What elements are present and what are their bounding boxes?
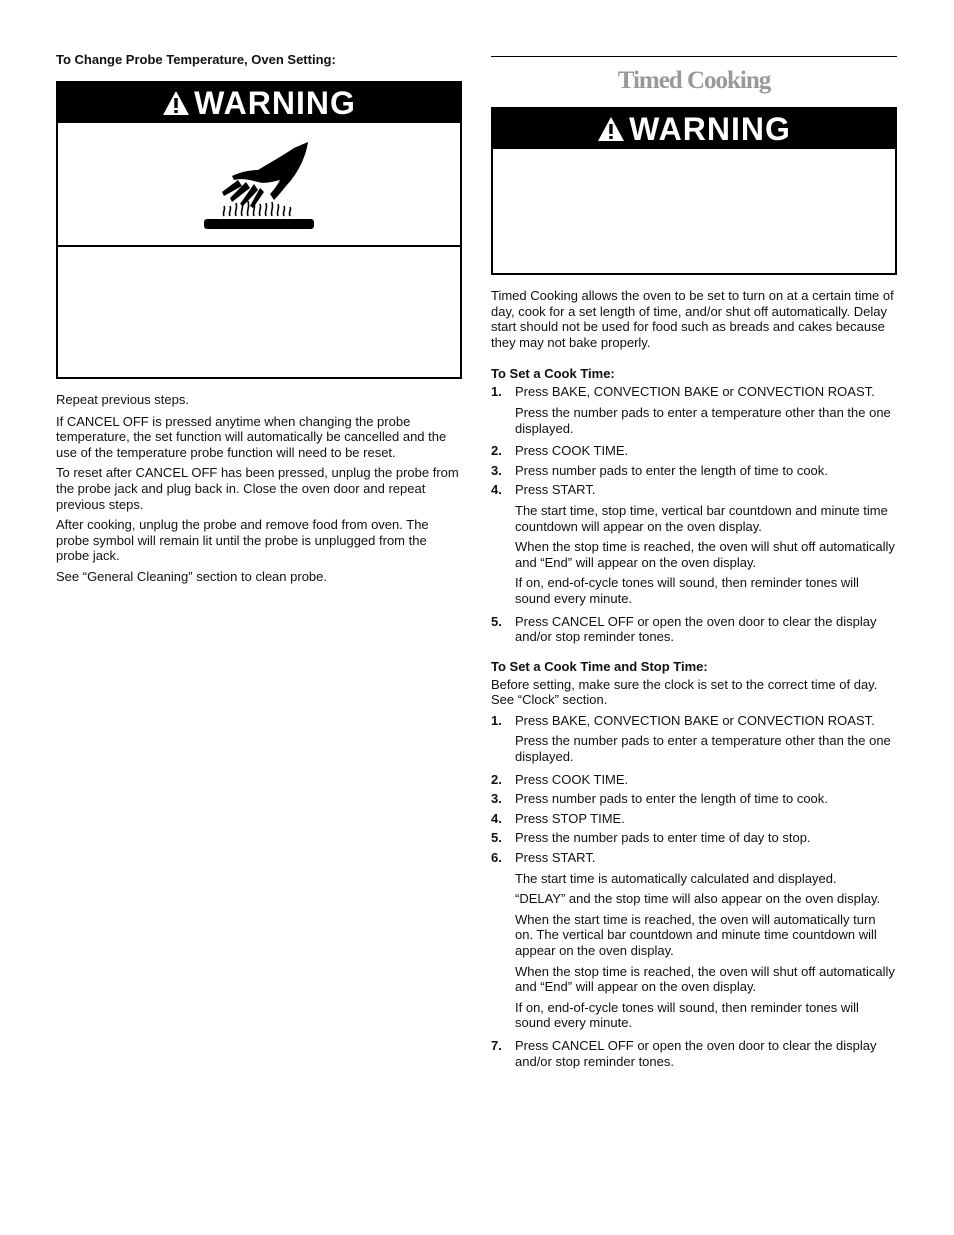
step-number: 3. <box>491 791 502 807</box>
cook-time-steps <box>491 384 897 644</box>
step-text: Press COOK TIME. <box>515 771 629 787</box>
step-detail <box>491 733 897 764</box>
warning-header <box>58 83 460 123</box>
warning-label: WARNING <box>629 110 791 147</box>
stop-time-heading: To Set a Cook Time and Stop Time: <box>491 658 708 674</box>
note-paragraph: See “General Cleaning” section to clean probe. <box>56 568 327 584</box>
step-item <box>491 713 897 729</box>
left-column <box>56 52 462 585</box>
timed-intro: Timed Cooking allows the oven to be set to turn on at a certain time of day, cook for a set length of time, and/or shut off automatically. Delay start should not be used for food such as breads and cakes because they may not bake properly. <box>491 288 894 350</box>
step-number: 4. <box>491 810 502 826</box>
step-detail <box>491 405 897 436</box>
step-text: Press the number pads to enter time of day to stop. <box>515 830 811 846</box>
step-detail <box>491 912 897 959</box>
step-detail-text: Press the number pads to enter a temperature other than the one displayed. <box>515 404 891 436</box>
step-number: 3. <box>491 462 502 478</box>
right-column <box>491 56 897 1073</box>
step-detail <box>491 575 897 606</box>
step-item <box>491 791 897 807</box>
warning-header <box>493 109 895 149</box>
step-detail <box>491 891 897 907</box>
step-text: Press CANCEL OFF or open the oven door to clear the display and/or stop reminder tones. <box>515 1037 877 1069</box>
step-item <box>491 463 897 479</box>
step-item <box>491 850 897 866</box>
step-detail-text: The start time, stop time, vertical bar countdown and minute time countdown will appear on the oven display. <box>515 502 888 534</box>
step-detail <box>491 539 897 570</box>
step-text: Press START. <box>515 850 596 866</box>
stop-time-intro: Before setting, make sure the clock is set to the correct time of day. See “Clock” section. <box>491 676 878 708</box>
warning-triangle-icon <box>597 116 625 142</box>
step-detail-text: The start time is automatically calculated and displayed. <box>515 870 837 886</box>
probe-notes <box>56 392 462 585</box>
step-number: 5. <box>491 830 502 846</box>
step-detail-text: “DELAY” and the stop time will also appear on the oven display. <box>515 891 881 907</box>
section-title: Timed Cooking <box>617 67 771 94</box>
probe-heading: To Change Probe Temperature, Oven Setting: <box>56 52 336 67</box>
step-item <box>491 830 897 846</box>
step-detail-text: When the stop time is reached, the oven will shut off automatically and “End” will appear on the oven display. <box>515 539 895 570</box>
step-text: Press COOK TIME. <box>515 443 629 459</box>
step-number: 2. <box>491 771 502 787</box>
step-item <box>491 614 897 645</box>
step-item <box>491 772 897 788</box>
step-text: Press number pads to enter the length of time to cook. <box>515 791 828 807</box>
step-item <box>491 811 897 827</box>
warning-pictogram <box>58 123 460 247</box>
warning-triangle-icon <box>162 90 190 116</box>
step-text: Press number pads to enter the length of time to cook. <box>515 462 828 478</box>
step-text: Press BAKE, CONVECTION BAKE or CONVECTION ROAST. <box>515 384 875 400</box>
section-rule <box>491 56 897 57</box>
step-number: 2. <box>491 443 502 459</box>
step-number: 1. <box>491 712 502 728</box>
step-detail-text: Press the number pads to enter a temperature other than the one displayed. <box>515 733 891 765</box>
step-number: 7. <box>491 1037 502 1053</box>
step-number: 4. <box>491 482 502 498</box>
note-paragraph: To reset after CANCEL OFF has been pressed, unplug the probe from the probe jack and plug back in. Close the oven door and repeat previous steps. <box>56 465 459 512</box>
step-number: 1. <box>491 384 502 400</box>
step-detail <box>491 1000 897 1031</box>
step-text: Press STOP TIME. <box>515 810 625 826</box>
step-detail <box>491 964 897 995</box>
step-text: Press CANCEL OFF or open the oven door to clear the display and/or stop reminder tones. <box>515 613 877 645</box>
step-number: 5. <box>491 613 502 629</box>
note-paragraph: If CANCEL OFF is pressed anytime when changing the probe temperature, the set function will automatically be cancelled and the use of the temperature probe function will need to be reset. <box>56 413 447 460</box>
warning-label: WARNING <box>194 84 356 121</box>
note-paragraph: Repeat previous steps. <box>56 392 189 407</box>
probe-warning-box <box>56 81 462 379</box>
step-detail <box>491 503 897 534</box>
cook-time-heading: To Set a Cook Time: <box>491 366 615 382</box>
note-paragraph: After cooking, unplug the probe and remove food from oven. The probe symbol will remain lit until the probe is unplugged from the probe jack. <box>56 517 429 564</box>
step-text: Press BAKE, CONVECTION BAKE or CONVECTION ROAST. <box>515 712 875 728</box>
step-detail-text: If on, end-of-cycle tones will sound, then reminder tones will sound every minute. <box>515 999 859 1031</box>
step-detail <box>491 871 897 887</box>
step-item <box>491 482 897 498</box>
stop-time-steps <box>491 713 897 1069</box>
step-detail-text: When the start time is reached, the oven will automatically turn on. The vertical bar countdown and minute time countdown will appear on the oven display. <box>515 911 877 958</box>
step-detail-text: When the stop time is reached, the oven will shut off automatically and “End” will appear on the oven display. <box>515 963 895 995</box>
timed-warning-box <box>491 107 897 275</box>
hot-surface-hand-icon <box>194 134 324 234</box>
step-item <box>491 384 897 400</box>
step-number: 6. <box>491 850 502 866</box>
step-text: Press START. <box>515 482 596 498</box>
step-detail-text: If on, end-of-cycle tones will sound, then reminder tones will sound every minute. <box>515 575 859 606</box>
step-item <box>491 443 897 459</box>
step-item <box>491 1038 897 1069</box>
